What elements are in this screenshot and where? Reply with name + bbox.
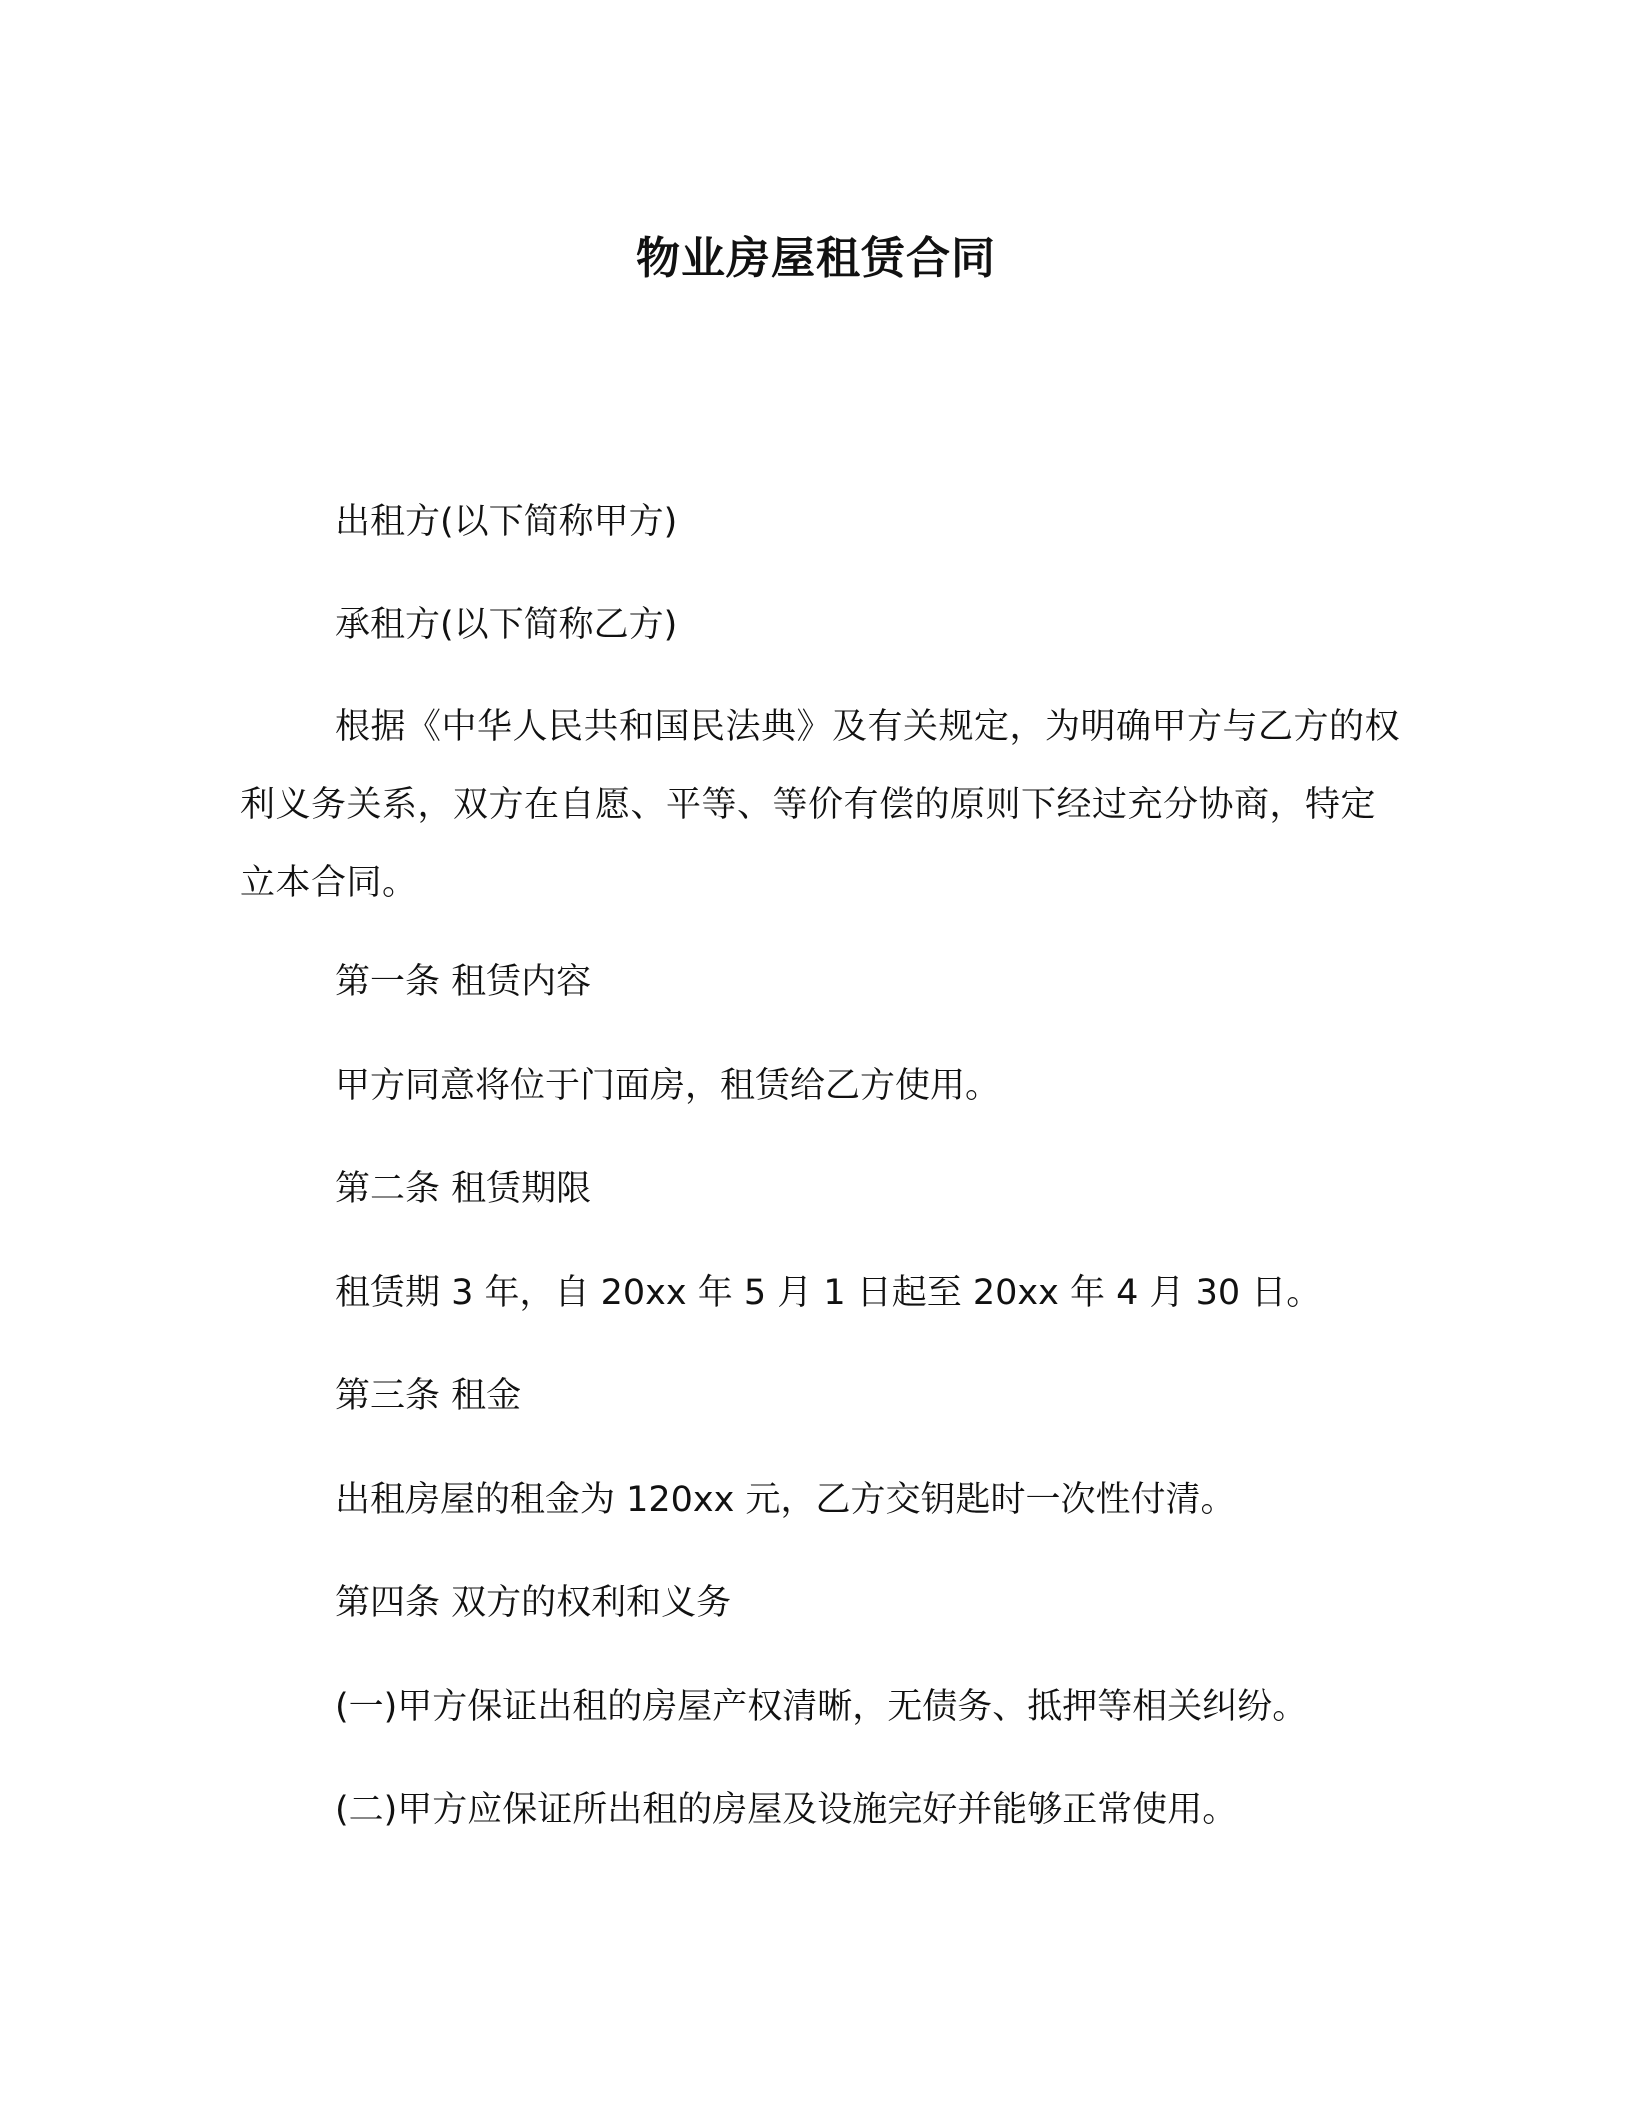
lessor-line: 出租方(以下简称甲方): [335, 502, 678, 542]
article4-item1: (一)甲方保证出租的房屋产权清晰，无债务、抵押等相关纠纷。: [335, 1687, 1308, 1727]
document-title: 物业房屋租赁合同: [636, 233, 996, 284]
article1-body: 甲方同意将位于门面房，租赁给乙方使用。: [335, 1066, 1001, 1106]
lessee-line: 承租方(以下简称乙方): [335, 605, 678, 645]
article4-heading: 第四条 双方的权利和义务: [335, 1583, 732, 1623]
preamble-paragraph: 根据《中华人民共和国民法典》及有关规定，为明确甲方与乙方的权利义务关系，双方在自愿、平等、等价有偿的原则下经过充分协商，特定立本合同。: [240, 707, 1401, 903]
article2-body: 租赁期 3 年，自 20xx 年 5 月 1 日起至 20xx 年 4 月 30 日。: [335, 1273, 1322, 1313]
article4-item2: (二)甲方应保证所出租的房屋及设施完好并能够正常使用。: [335, 1790, 1238, 1830]
article1-heading: 第一条 租赁内容: [335, 962, 592, 1002]
article3-body: 出租房屋的租金为 120xx 元，乙方交钥匙时一次性付清。: [335, 1480, 1236, 1520]
article3-heading: 第三条 租金: [335, 1376, 522, 1416]
article2-heading: 第二条 租赁期限: [335, 1169, 592, 1209]
